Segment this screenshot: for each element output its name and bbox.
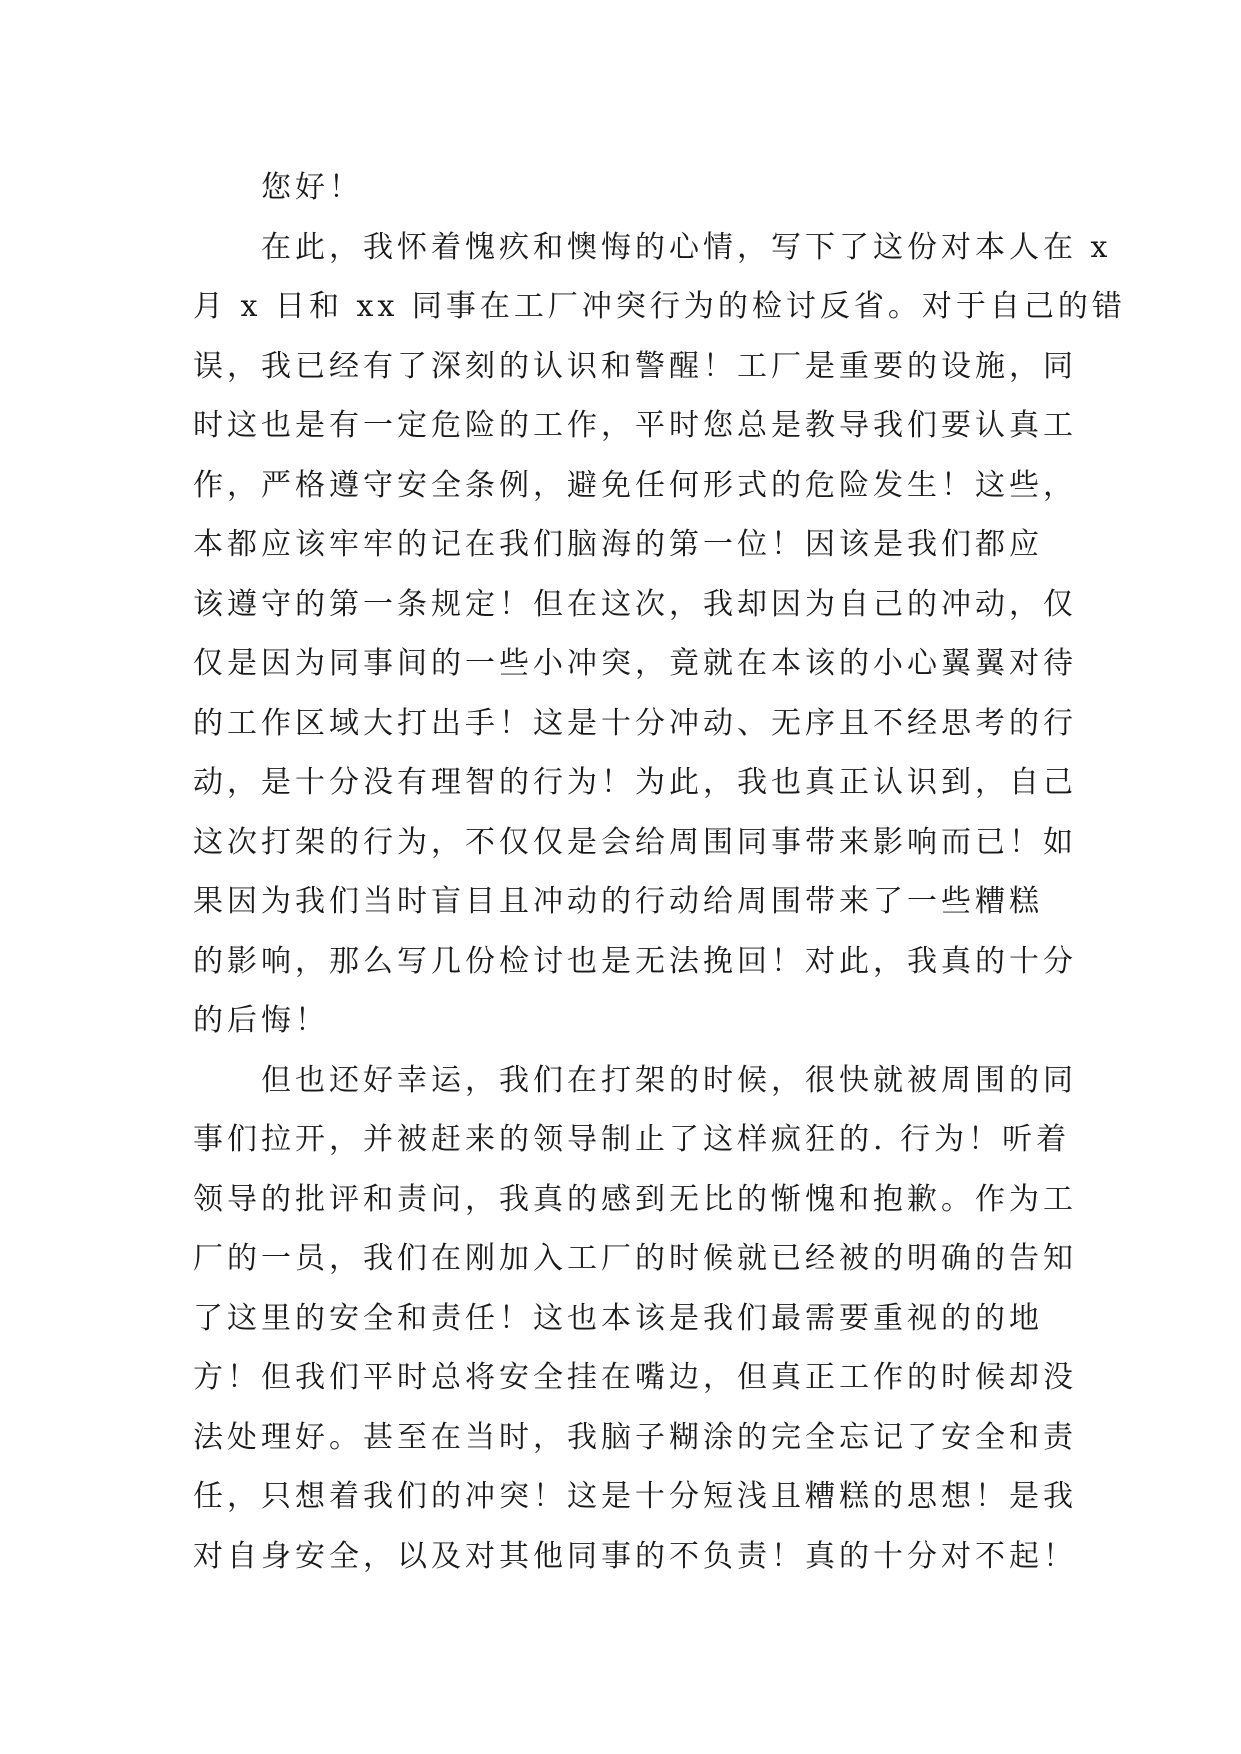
- paragraph-2-line: 但也还好幸运，我们在打架的时候，很快就被周围的同: [261, 1062, 1077, 1098]
- paragraph-2-line: 事们拉开，并被赶来的领导制止了这样疯狂的. 行为！听着: [193, 1122, 1071, 1157]
- paragraph-1-line: 这次打架的行为，不仅仅是会给周围同事带来影响而已！如: [193, 824, 1077, 860]
- paragraph-1-line: 作，严格遵守安全条例，避免任何形式的危险发生！这些，: [193, 467, 1077, 503]
- paragraph-2-line: 法处理好。甚至在当时，我脑子糊涂的完全忘记了安全和责: [193, 1419, 1077, 1455]
- paragraph-2-line: 厂的一员，我们在刚加入工厂的时候就已经被的明确的告知: [193, 1241, 1077, 1276]
- paragraph-1-line: 月 x 日和 xx 同事在工厂冲突行为的检讨反省。对于自己的错: [193, 289, 1126, 324]
- paragraph-1-line: 的后悔！: [193, 1003, 329, 1038]
- paragraph-2-line: 了这里的安全和责任！这也本该是我们最需要重视的的地: [193, 1300, 1043, 1336]
- paragraph-1-line: 仅是因为同事间的一些小冲突，竟就在本该的小心翼翼对待: [193, 646, 1077, 681]
- paragraph-1-line: 该遵守的第一条规定！但在这次，我却因为自己的冲动，仅: [193, 586, 1077, 622]
- letter-body: [193, 158, 1126, 1586]
- paragraph-1-line: 的工作区域大打出手！这是十分冲动、无序且不经思考的行: [193, 705, 1077, 741]
- paragraph-1-line: 动，是十分没有理智的行为！为此，我也真正认识到，自己: [193, 765, 1077, 800]
- paragraph-1-line: 在此，我怀着愧疚和懊悔的心情，写下了这份对本人在 x: [261, 229, 1112, 265]
- paragraph-2-line: 任，只想着我们的冲突！这是十分短浅且糟糕的思想！是我: [193, 1479, 1077, 1514]
- paragraph-1-line: 的影响，那么写几份检讨也是无法挽回！对此，我真的十分: [193, 943, 1077, 979]
- paragraph-2-line: 领导的批评和责问，我真的感到无比的惭愧和抱歉。作为工: [193, 1181, 1077, 1217]
- paragraph-1-line: 时这也是有一定危险的工作，平时您总是教导我们要认真工: [193, 408, 1077, 443]
- paragraph-2-line: 对自身安全，以及对其他同事的不负责！真的十分对不起！: [193, 1538, 1077, 1574]
- paragraph-1-line: 误，我已经有了深刻的认识和警醒！工厂是重要的设施，同: [193, 348, 1077, 384]
- greeting-line: 您好！: [261, 170, 363, 205]
- paragraph-1-line: 果因为我们当时盲目且冲动的行动给周围带来了一些糟糕: [193, 884, 1043, 919]
- paragraph-2-line: 方！但我们平时总将安全挂在嘴边，但真正工作的时候却没: [193, 1360, 1077, 1395]
- paragraph-1-line: 本都应该牢牢的记在我们脑海的第一位！因该是我们都应: [193, 527, 1043, 562]
